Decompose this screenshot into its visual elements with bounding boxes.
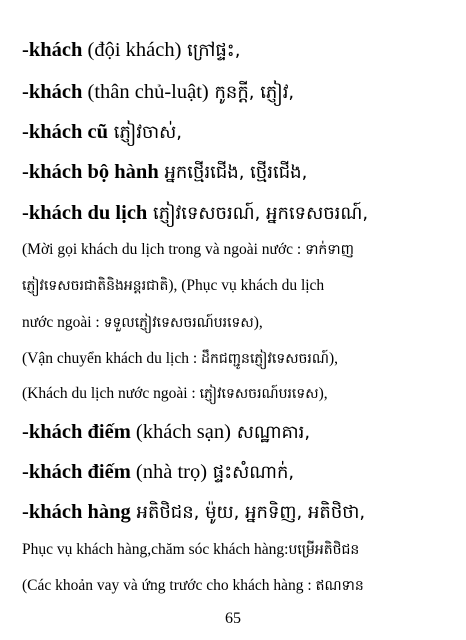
example-text: nước ngoài : (22, 314, 104, 331)
khmer-translation: កូនក្តី, ភ្ញៀវ, (208, 82, 295, 103)
example-text: (Các khoản vay và ứng trước cho khách hàng : (22, 577, 316, 594)
headword: -khách bộ hành (22, 161, 159, 183)
example-text: (Mời gọi khách du lịch trong và ngoài nước : (22, 241, 306, 258)
khmer-translation: ដឹកជញ្ជូនភ្ញៀវទេសចរណ៍ (201, 351, 329, 367)
khmer-translation: អ្នកថ្មើរជើង, ថ្មើរជើង, (158, 162, 308, 183)
khmer-translation: ភ្ញៀវទេសចរណ៍បរទេស (199, 386, 319, 402)
khmer-translation: ភ្ញៀវទេសចរណ៍, អ្នកទេសចរណ៍, (147, 203, 369, 224)
example-text: Phục vụ khách hàng,chăm sóc khách hàng: (22, 541, 289, 558)
example-line (22, 384, 328, 405)
khmer-translation: ទទួលភ្ញៀវទេសចរណ៍បរទេស (103, 315, 254, 331)
example-text: ), (318, 385, 328, 402)
example-text: ), (253, 314, 263, 331)
example-text: (Vận chuyển khách du lịch : (22, 350, 202, 367)
entry-line (22, 420, 310, 447)
gloss: (thân chủ-luật) (82, 81, 209, 103)
dictionary-page (22, 0, 458, 640)
example-text: ), (328, 350, 339, 367)
headword: -khách (22, 39, 83, 61)
headword: -khách điếm (22, 461, 131, 483)
headword: -khách cũ (22, 121, 109, 143)
gloss: (đội khách) (82, 39, 182, 61)
khmer-translation: ភ្ញៀវទេសចរជាតិនិងអន្តរជាតិ (22, 278, 169, 294)
entry-line (22, 460, 294, 487)
khmer-translation: អតិថិជន, ម៉ូយ, អ្នកទិញ, អតិថិថា, (130, 502, 366, 523)
headword: -khách du lịch (22, 202, 148, 224)
headword: -khách (22, 81, 83, 103)
headword: -khách hàng (22, 501, 131, 523)
example-line (22, 240, 354, 261)
example-line (22, 313, 263, 334)
khmer-translation: ក្រៅផ្ទះ, (181, 40, 241, 61)
example-line (22, 349, 338, 370)
example-line (22, 576, 364, 597)
entry-line (22, 201, 368, 228)
gloss: (nhà trọ) (130, 461, 208, 483)
gloss: (khách sạn) (130, 421, 231, 443)
khmer-translation: ឥណទាន (315, 578, 364, 594)
entry-line (22, 80, 294, 107)
example-line (22, 276, 324, 297)
khmer-translation: ភ្ញៀវចាស់, (108, 122, 182, 143)
headword: -khách điếm (22, 421, 131, 443)
entry-line (22, 500, 365, 527)
khmer-translation: ផ្ទះសំណាក់, (207, 462, 295, 483)
entry-line (22, 38, 240, 65)
entry-line (22, 160, 307, 187)
example-text: ), (Phục vụ khách du lịch (168, 277, 325, 294)
example-text: (Khách du lịch nước ngoài : (22, 385, 200, 402)
page-number: 65 (225, 610, 241, 627)
khmer-translation: បម្រើអតិថិជន (288, 542, 360, 558)
entry-line (22, 120, 182, 147)
example-line (22, 540, 359, 561)
khmer-translation: ទាក់ទាញ (305, 242, 354, 258)
khmer-translation: សណ្ឋាគារ, (230, 422, 311, 443)
